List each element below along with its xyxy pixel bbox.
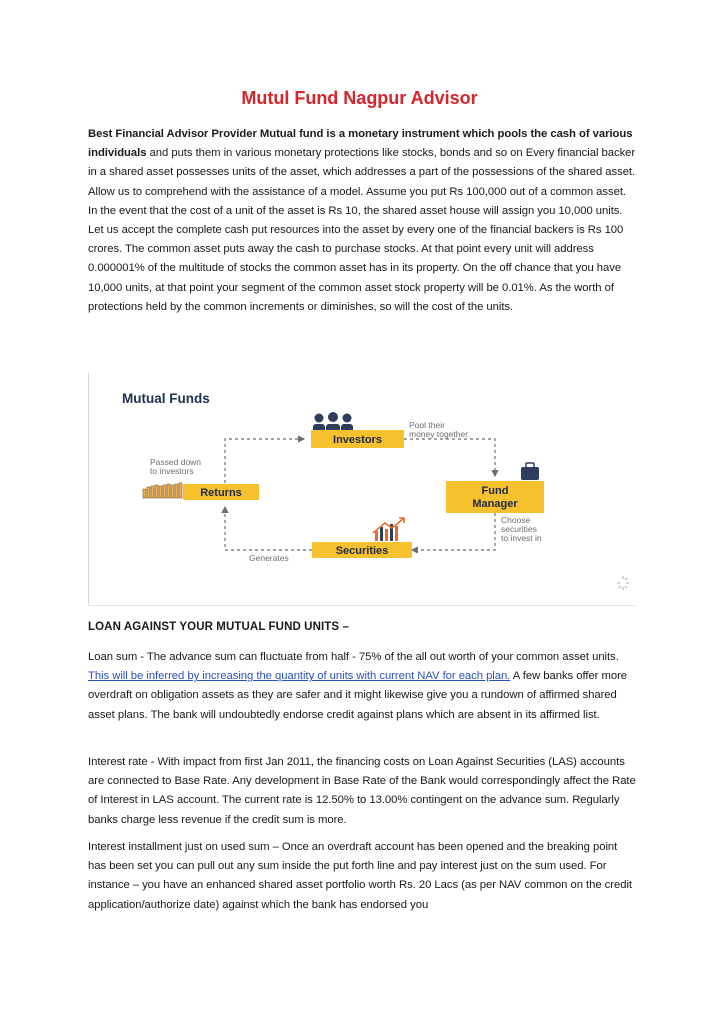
loan-sum-text-end: A few banks offer more overdraft on obligation assets as they are safer and it might likewise give you a rundown of affirmed shared asset plans. The bank will undoubtedly endorse credit against plans which are absent in its affirmed list. (88, 670, 628, 721)
bar-chart-icon (373, 518, 404, 541)
arrow-securities-to-returns (225, 507, 312, 550)
choose-note-line1: Choose (501, 515, 531, 525)
document-title: Mutul Fund Nagpur Advisor (241, 88, 478, 108)
loan-sum-paragraph (88, 648, 636, 725)
choose-note-line3: to invest in (501, 533, 542, 543)
pool-note-line2: money together (409, 429, 469, 439)
nav-calculation-link[interactable]: This will be inferred by increasing the quantity of units with current NAV for each plan. (88, 670, 511, 683)
spinner-icon (617, 576, 629, 590)
coins-icon (143, 483, 182, 498)
fund-manager-label-line2: Manager (472, 498, 518, 510)
passed-note-line1: Passed down (150, 457, 202, 467)
loan-sum-text-start: Loan sum - The advance sum can fluctuate from half - 75% of the all out worth of your common asset units. (88, 651, 619, 663)
interest-rate-paragraph: Interest rate - With impact from first Jan 2011, the financing costs on Loan Against Securities (LAS) accounts are connected to Base Rate. Any development in Base Rate of the Bank would correspondingly affect the Rate of Interest in LAS account. The current rate is 12.50% to 13.00% contingent on the advance sum. Regularly banks charge less revenue if the credit sum is more. (88, 756, 636, 826)
briefcase-icon (521, 463, 539, 480)
interest-installment-paragraph: Interest installment just on used sum – Once an overdraft account has been opened and the breaking point has been set you can pull out any sum inside the put forth line and pay interest just on the sum used. For instance – you have an enhanced shared asset portfolio worth Rs. 20 Lacs (as per NAV common on the credit application/authorize date) against which the bank has endorsed you (88, 841, 633, 911)
choose-note-line2: securities (501, 524, 537, 534)
intro-bold-text: Best Financial Advisor Provider Mutual fund is a monetary instrument which pools the cash of various individuals (88, 128, 633, 160)
intro-text: and puts them in various monetary protections like stocks, bonds and so on Every financial backer in a shared asset possesses units of the asset, which addresses a part of the possessions of the shared asset. Allow us to comprehend with the assistance of a model. Assume you put Rs 100,000 out of a common asset. In the event that the cost of a unit of the asset is Rs 10, the shared asset house will assign you 10,000 units. Let us accept the complete cash put resources into the asset by every one of the financial backers is Rs 100 crores. The common asset puts away the cash to purchase stocks. At that point every unit will address 0.000001% of the multitude of stocks the common asset has in its property. On the off chance that you have 10,000 units, at that point your segment of the common asset stock property will be 0.01%. As the worth of protections held by the common increments or diminishes, so will the cost of the units. (88, 147, 636, 313)
people-icon (313, 412, 353, 433)
intro-paragraph (88, 125, 636, 317)
diagram-title: Mutual Funds (122, 391, 210, 406)
investors-label: Investors (333, 434, 382, 446)
securities-label: Securities (335, 545, 389, 557)
pool-note-line1: Pool their (409, 420, 445, 430)
mutual-funds-diagram (88, 373, 635, 606)
arrow-fund-manager-to-securities (412, 513, 495, 550)
arrow-returns-to-investors (225, 439, 304, 483)
fund-manager-label-line1: Fund (481, 485, 509, 497)
section-heading: LOAN AGAINST YOUR MUTUAL FUND UNITS – (88, 621, 349, 633)
returns-label: Returns (200, 487, 242, 499)
arrow-investors-to-fund-manager (404, 439, 495, 476)
passed-note-line2: to investors (150, 466, 194, 476)
diagram-canvas (89, 373, 635, 605)
generates-note: Generates (249, 553, 289, 563)
